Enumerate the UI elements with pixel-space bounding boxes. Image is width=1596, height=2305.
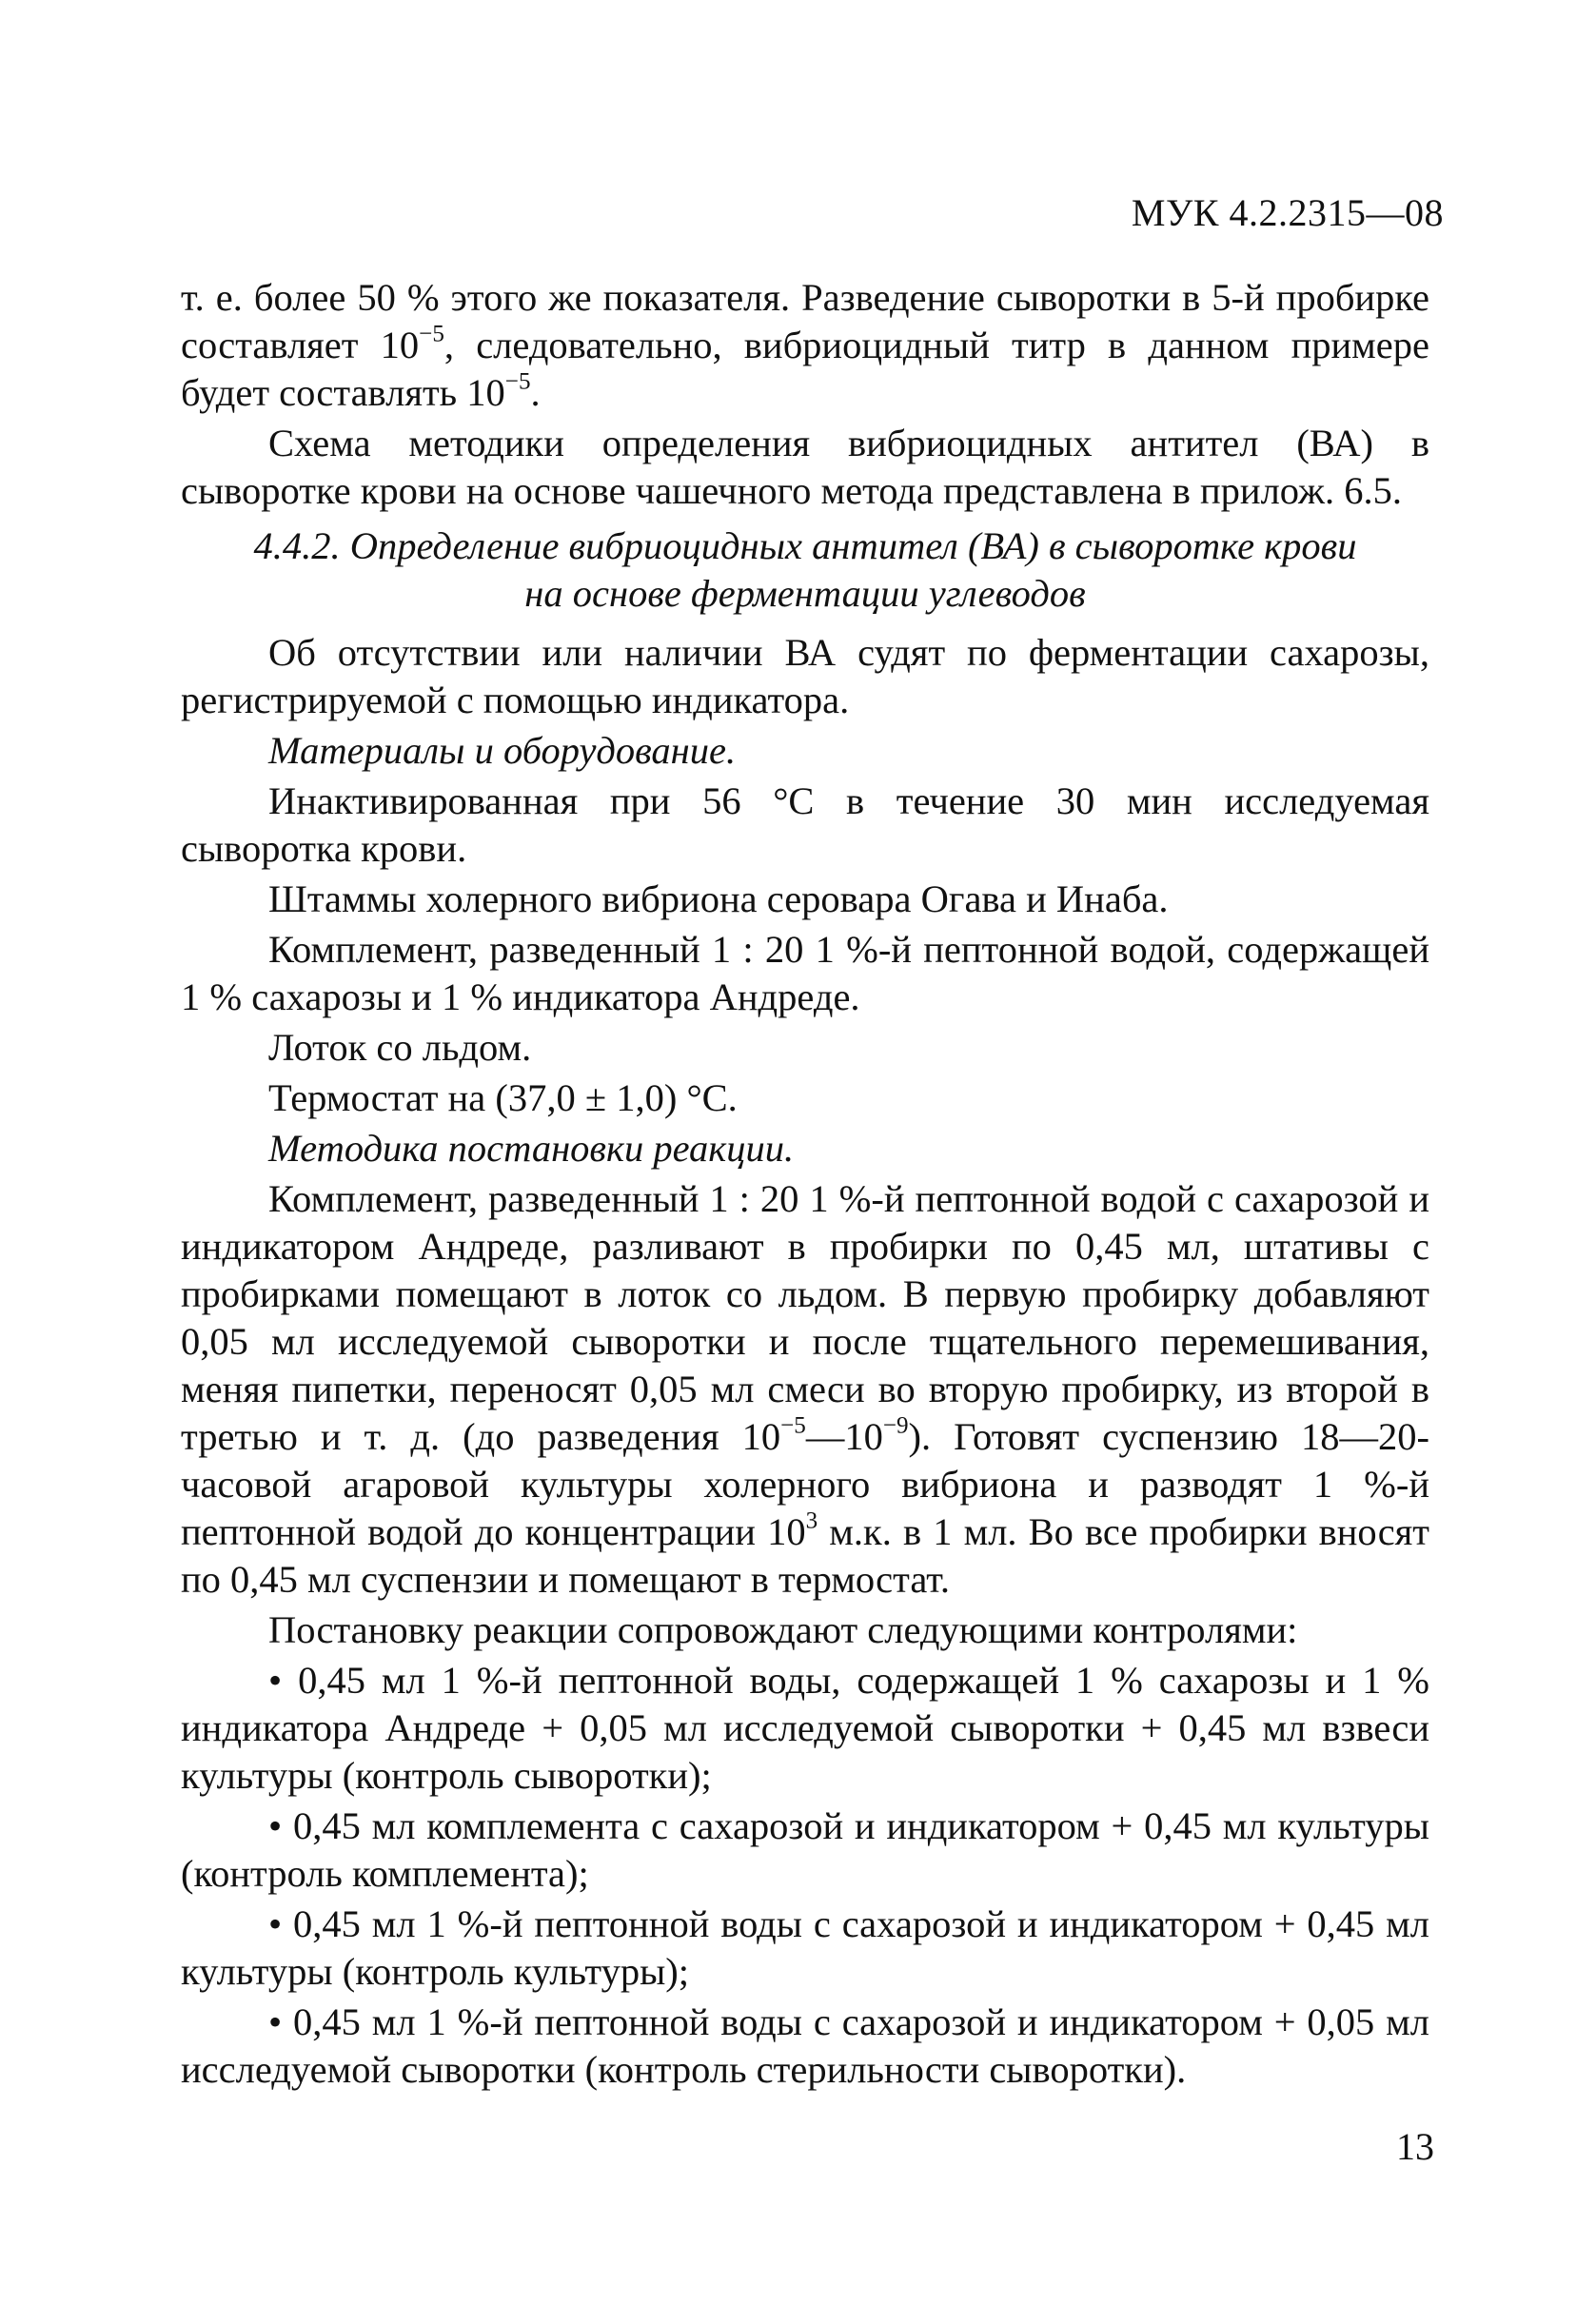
text-run: м.к. в 1 мл. Во все пробирки вносят по 0,45 мл суспензии и помещают в термостат. bbox=[181, 1510, 1429, 1601]
material-item-strains: Штаммы холерного вибриона серовара Огава и Инаба. bbox=[268, 877, 1169, 920]
exponent: −5 bbox=[504, 368, 531, 395]
text-run: . bbox=[530, 371, 541, 414]
list-item-culture-control: • 0,45 мл 1 %-й пептонной воды с сахарозой и индикатором + 0,45 мл культуры (контроль культуры); bbox=[181, 1902, 1429, 1993]
material-item-ice-tray: Лоток со льдом. bbox=[268, 1026, 532, 1069]
text-run: Комплемент, разведенный 1 : 20 1 %-й пептонной водой с сахарозой и индикатором Андреде, разливают в пробирки по 0,45 мл, штативы с пробирками помещают в лоток со льдом. В первую пробирку добавляют 0,05 мл исследуемой сыворотки и после тщательного перемешивания, меняя пипетки, переносят 0,05 мл смеси во вторую пробирку, из второй в третью и т. д. (до разведения 10 bbox=[181, 1177, 1429, 1458]
paragraph-controls-intro: Постановку реакции сопровождают следующими контролями: bbox=[268, 1608, 1298, 1651]
text-run: ). Готовят суспензию 18—20-часовой агаровой культуры холерного вибриона и разводят 1 %-й пептонной водой до концентрации 10 bbox=[181, 1415, 1430, 1553]
list-item-sterility-control: • 0,45 мл 1 %-й пептонной воды с сахарозой и индикатором + 0,05 мл исследуемой сыворотки (контроль стерильности сыворотки). bbox=[181, 2000, 1429, 2091]
document-code: МУК 4.2.2315—08 bbox=[1131, 191, 1444, 234]
paragraph-principle: Об отсутствии или наличии ВА судят по ферментации сахарозы, регистрируемой с помощью индикатора. bbox=[181, 631, 1429, 721]
paragraph-titer-result bbox=[181, 274, 1429, 417]
material-item-serum: Инактивированная при 56 °С в течение 30 мин исследуемая сыворотка крови. bbox=[181, 779, 1429, 870]
page-number: 13 bbox=[1396, 2125, 1434, 2168]
exponent: −5 bbox=[419, 321, 444, 347]
list-item-complement-control: • 0,45 мл комплемента с сахарозой и индикатором + 0,45 мл культуры (контроль комплемента); bbox=[181, 1804, 1429, 1895]
exponent: −9 bbox=[882, 1412, 909, 1439]
paragraph-method bbox=[181, 1175, 1429, 1604]
material-item-thermostat: Термостат на (37,0 ± 1,0) °С. bbox=[268, 1076, 738, 1119]
material-item-complement: Комплемент, разведенный 1 : 20 1 %-й пептонной водой, содержащей 1 % сахарозы и 1 % индикатора Андреде. bbox=[181, 928, 1429, 1018]
text-run: т. е. более 50 % этого же показателя. Разведение сыворотки в 5-й пробирке составляет 10 bbox=[181, 276, 1429, 366]
section-heading-line-2: на основе ферментации углеводов bbox=[524, 572, 1086, 615]
page-body bbox=[181, 274, 1429, 2097]
paragraph-scheme-reference: Схема методики определения вибриоцидных антител (ВА) в сыворотке крови на основе чашечного метода представлена в прилож. 6.5. bbox=[181, 422, 1429, 512]
exponent: −5 bbox=[780, 1412, 806, 1439]
method-heading: Методика постановки реакции. bbox=[268, 1127, 795, 1170]
materials-heading: Материалы и оборудование. bbox=[268, 729, 737, 772]
section-heading-line-1: 4.4.2. Определение вибриоцидных антител (ВА) в сыворотке крови bbox=[253, 524, 1357, 567]
text-run: , следовательно, вибриоцидный титр в данном примере будет составлять 10 bbox=[181, 324, 1429, 414]
section-heading bbox=[181, 522, 1429, 618]
exponent: 3 bbox=[805, 1507, 818, 1534]
text-run: —10 bbox=[805, 1415, 883, 1458]
list-item-serum-control: • 0,45 мл 1 %-й пептонной воды, содержащей 1 % сахарозы и 1 % индикатора Андреде + 0,05 мл исследуемой сыворотки + 0,45 мл взвеси культуры (контроль сыворотки); bbox=[181, 1659, 1429, 1797]
